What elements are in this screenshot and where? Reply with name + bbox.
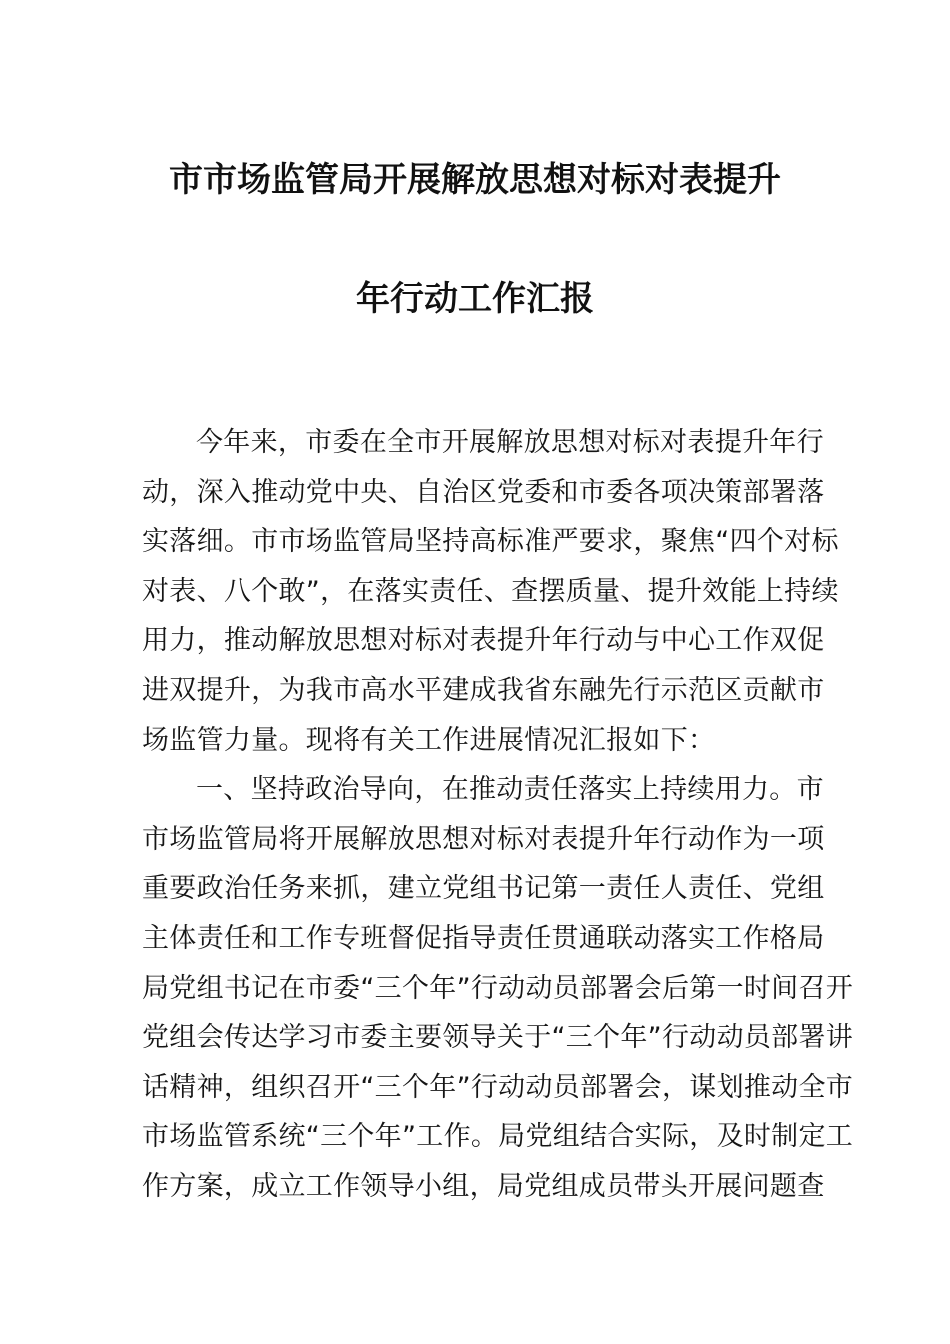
- body-line-14: 话精神，组织召开“三个年”行动动员部署会，谋划推动全市: [142, 1071, 854, 1103]
- body-line-1: 今年来，市委在全市开展解放思想对标对表提升年行: [196, 427, 824, 458]
- body-line-2: 动，深入推动党中央、自治区党委和市委各项决策部署落: [142, 476, 825, 508]
- document-title-line-1: 市市场监管局开展解放思想对标对表提升: [169, 160, 781, 200]
- body-line-5: 用力，推动解放思想对标对表提升年行动与中心工作双促: [142, 625, 825, 657]
- document-title-line-2: 年行动工作汇报: [356, 279, 594, 319]
- body-line-7: 场监管力量。现将有关工作进展情况汇报如下：: [142, 724, 716, 756]
- body-line-3: 实落细。市市场监管局坚持高标准严要求，聚焦“四个对标: [142, 526, 839, 558]
- body-line-6: 进双提升，为我市高水平建成我省东融先行示范区贡献市: [142, 674, 825, 706]
- body-line-11: 主体责任和工作专班督促指导责任贯通联动落实工作格局: [142, 922, 825, 954]
- body-line-9: 市场监管局将开展解放思想对标对表提升年行动作为一项: [142, 823, 825, 855]
- body-line-16: 作方案，成立工作领导小组，局党组成员带头开展问题查: [142, 1170, 825, 1202]
- body-line-8: 一、坚持政治导向，在推动责任落实上持续用力。市: [196, 774, 824, 806]
- document-body: [142, 418, 854, 1212]
- body-line-13: 党组会传达学习市委主要领导关于“三个年”行动动员部署讲: [142, 1022, 854, 1054]
- body-line-4: 对表、八个敢”，在落实责任、查摆质量、提升效能上持续: [142, 575, 839, 607]
- body-line-15: 市场监管系统“三个年”工作。局党组结合实际，及时制定工: [142, 1121, 854, 1153]
- body-line-12: 局党组书记在市委“三个年”行动动员部署会后第一时间召开: [142, 972, 854, 1004]
- body-line-10: 重要政治任务来抓，建立党组书记第一责任人责任、党组: [142, 873, 825, 905]
